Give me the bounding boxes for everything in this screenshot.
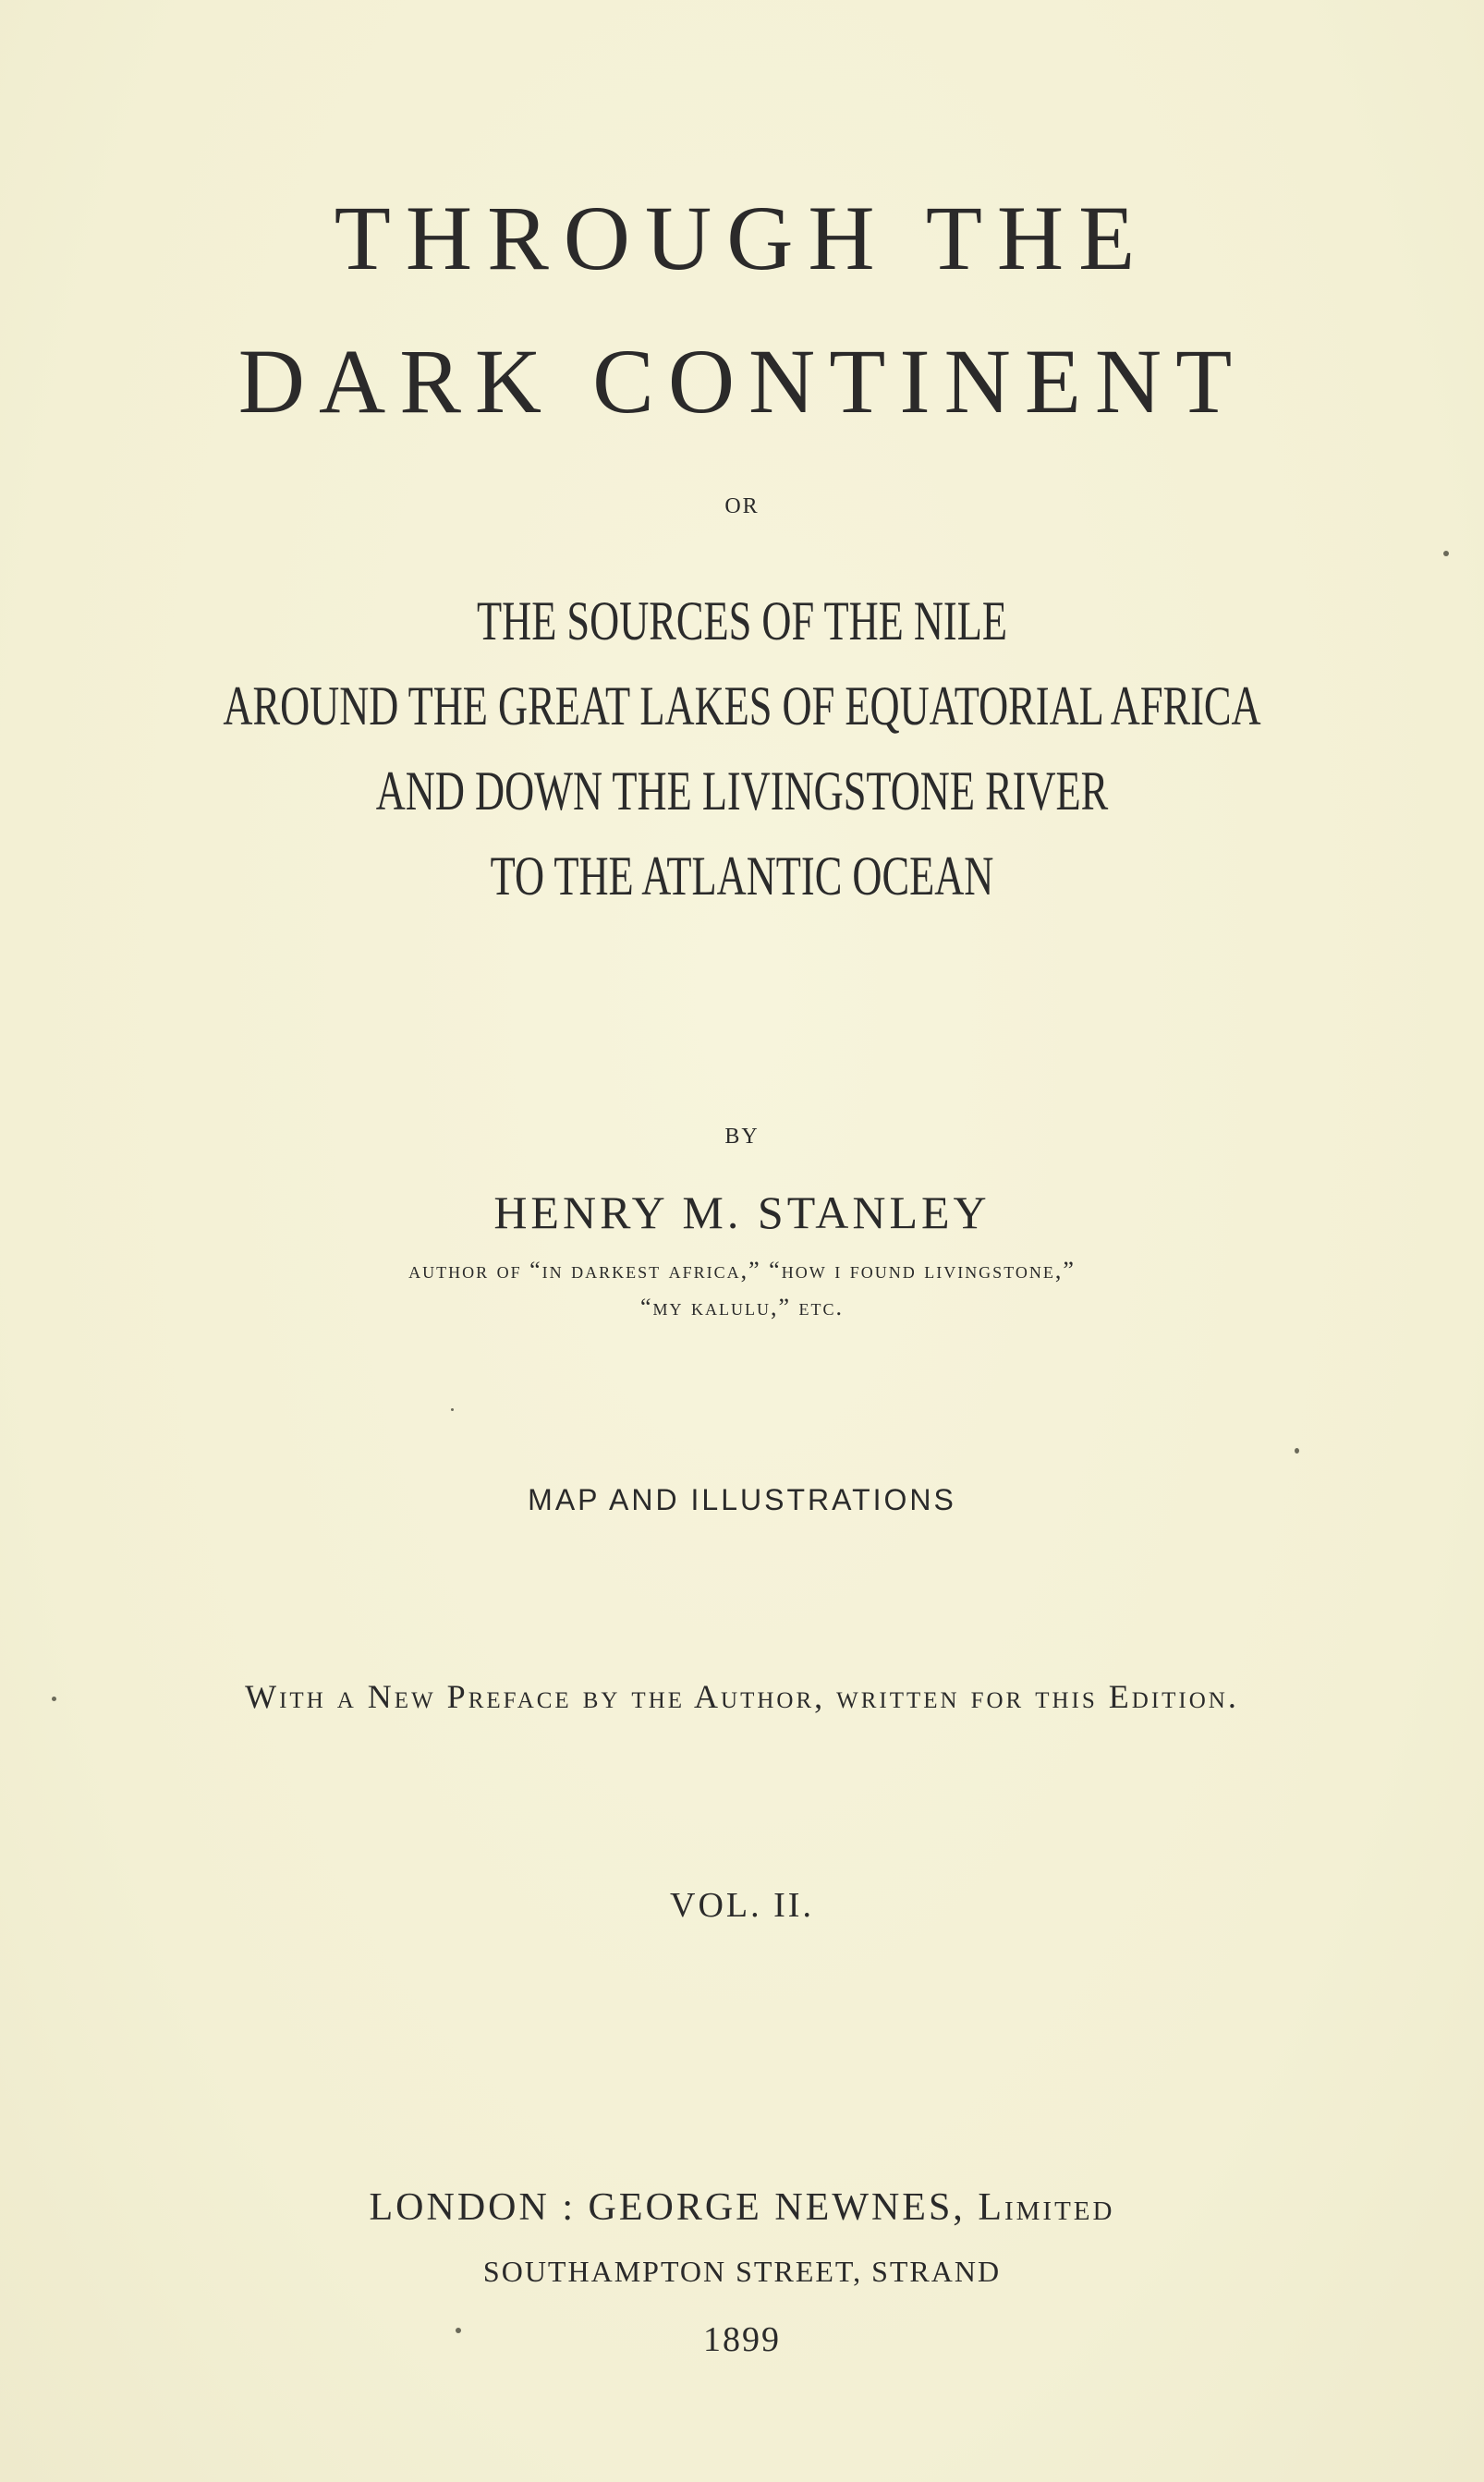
paper-speck [1295,1448,1299,1454]
subtitle-line-4: TO THE ATLANTIC OCEAN [490,846,994,906]
subtitle-line-1: THE SOURCES OF THE NILE [477,590,1007,651]
paper-speck [1443,551,1449,556]
author-credits-line-1: author of “in darkest africa,” “how i found livingstone,” [408,1257,1076,1284]
book-title-line-1: THROUGH THE [334,187,1150,289]
publication-year: 1899 [703,2320,781,2359]
author-name: HENRY M. STANLEY [493,1186,991,1238]
volume-number: VOL. II. [670,1886,814,1925]
or-connector: OR [724,494,760,518]
by-label: BY [724,1125,760,1149]
publisher-city: LONDON : [369,2186,577,2229]
preface-note: With a New Preface by the Author, written for this Edition. [245,1678,1239,1715]
publisher-address: SOUTHAMPTON STREET, STRAND [482,2255,1002,2288]
author-credits-line-2: “my kalulu,” etc. [639,1294,845,1320]
book-title-line-2: DARK CONTINENT [237,330,1247,432]
paper-speck [52,1697,56,1701]
paper-speck [451,1408,454,1411]
illustrations-note: MAP AND ILLUSTRATIONS [528,1483,956,1516]
publisher-line [0,2185,1484,2230]
subtitle-line-3: AND DOWN THE LIVINGSTONE RIVER [375,760,1109,821]
publisher-name: GEORGE NEWNES, [588,2186,966,2229]
publisher-suffix: Limited [978,2186,1115,2229]
subtitle-line-2: AROUND THE GREAT LAKES OF EQUATORIAL AFRICA [223,675,1261,736]
paper-speck [456,2328,461,2333]
